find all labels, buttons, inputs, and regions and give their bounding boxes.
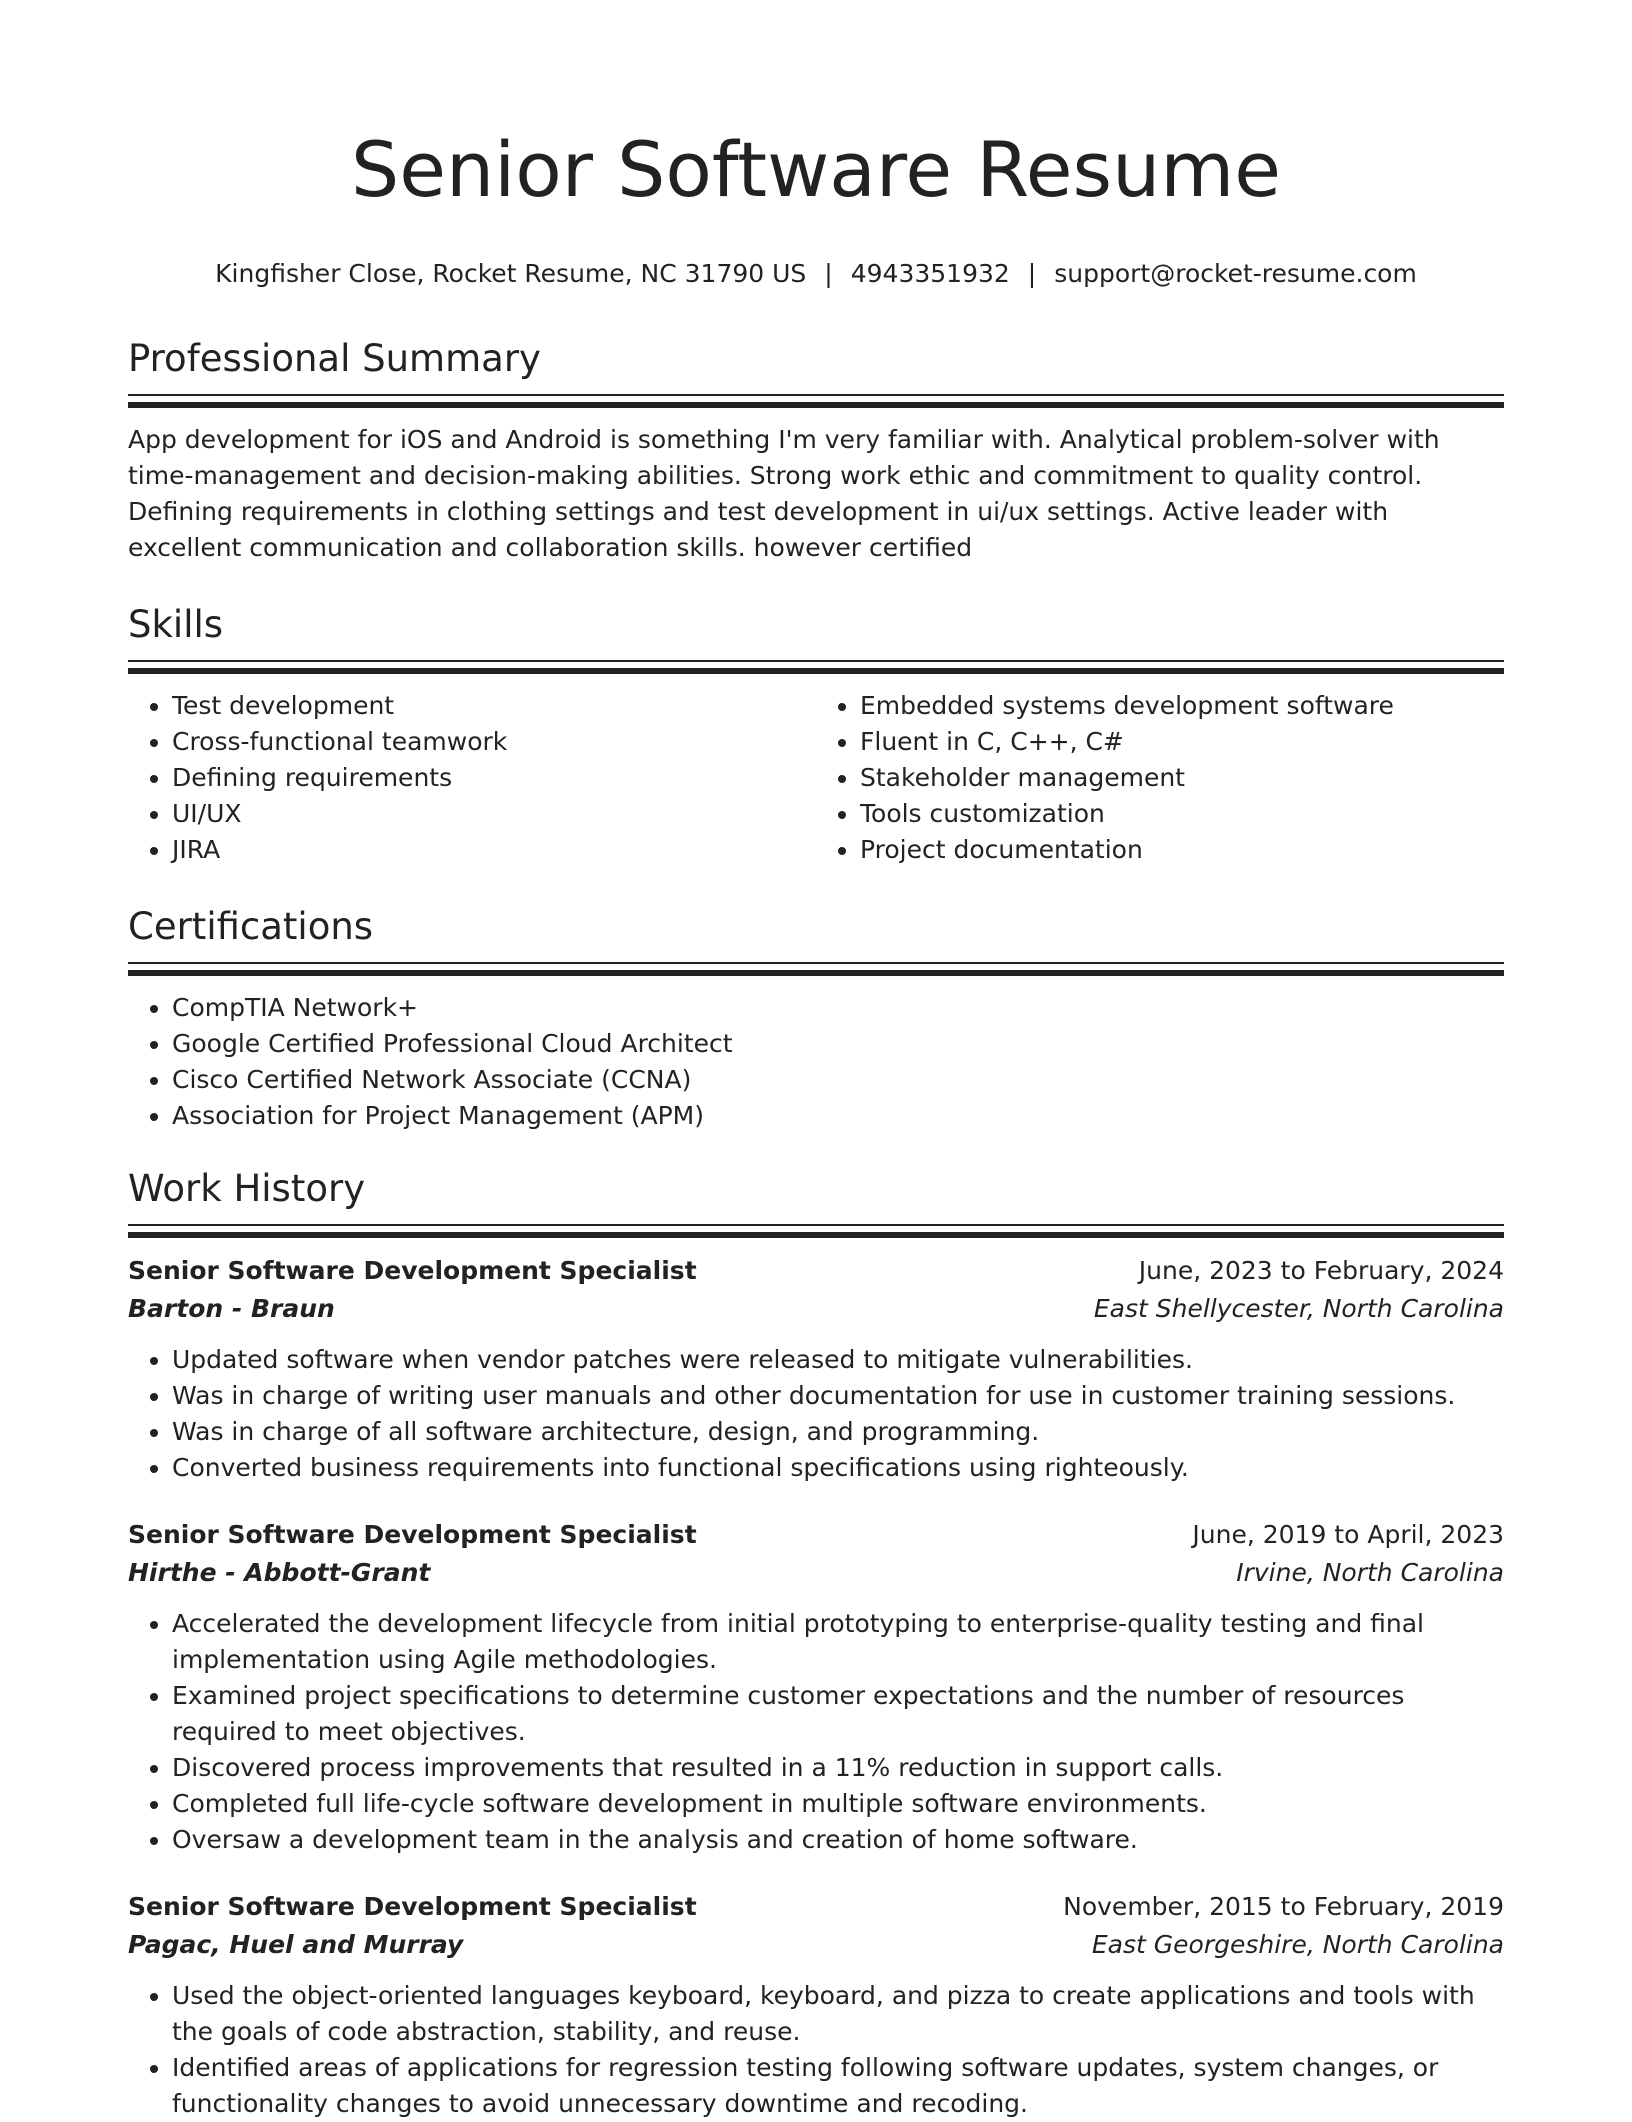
job-employer: Pagac, Huel and Murray <box>128 1930 464 1959</box>
certifications-list <box>128 990 1504 1134</box>
job-employer: Hirthe - Abbott-Grant <box>128 1558 431 1587</box>
skill-item: • Tools customization <box>860 796 1504 832</box>
job-title: Senior Software Development Specialist <box>128 1256 697 1285</box>
job-bullet: • Identified areas of applications for regression testing following software updates, system changes, or functionality changes to avoid unnecessary downtime and recoding. <box>172 2050 1504 2122</box>
job-bullet: • Was in charge of writing user manuals and other documentation for use in customer training sessions. <box>172 1378 1504 1414</box>
summary-heading: Professional Summary <box>128 337 541 380</box>
work-history-heading: Work History <box>128 1167 366 1210</box>
summary-text: App development for iOS and Android is something I'm very familiar with. Analytical problem-solver with time-management and decision-making abilities. Strong work ethic and commitment to quality control. Defining requirements in clothing settings and test development in ui/ux settings. Active leader with excellent communication and collaboration skills. however certified <box>128 425 1440 562</box>
job-dates: June, 2023 to February, 2024 <box>1138 1256 1504 1285</box>
contact-email[interactable]: support@rocket-resume.com <box>1054 259 1417 288</box>
certifications-section <box>128 902 1504 1134</box>
job-bullet: • Oversaw a development team in the analysis and creation of home software. <box>172 1822 1504 1858</box>
section-divider <box>128 1224 1504 1238</box>
job-entry <box>128 1888 1504 2122</box>
contact-separator: | <box>824 259 833 288</box>
job-bullet: • Accelerated the development lifecycle from initial prototyping to enterprise-quality testing and final implementation using Agile methodologies. <box>172 1606 1504 1678</box>
section-divider <box>128 660 1504 674</box>
section-divider <box>128 962 1504 976</box>
skill-item: • Cross-functional teamwork <box>172 724 816 760</box>
certification-item: • Cisco Certified Network Associate (CCNA) <box>172 1062 1504 1098</box>
job-entry <box>128 1252 1504 1486</box>
job-employer: Barton - Braun <box>128 1294 335 1323</box>
certification-item: • CompTIA Network+ <box>172 990 1504 1026</box>
job-bullet: • Discovered process improvements that resulted in a 11% reduction in support calls. <box>172 1750 1504 1786</box>
section-divider <box>128 394 1504 408</box>
skill-item: • Project documentation <box>860 832 1504 868</box>
skills-list-left <box>128 688 816 868</box>
skill-item: • Fluent in C, C++, C# <box>860 724 1504 760</box>
skills-section <box>128 600 1504 868</box>
skill-item: • JIRA <box>172 832 816 868</box>
contact-separator: | <box>1027 259 1037 288</box>
job-bullet: • Examined project specifications to determine customer expectations and the number of resources required to meet objectives. <box>172 1678 1504 1750</box>
skills-list-right <box>816 688 1504 868</box>
job-location: East Shellycester, North Carolina <box>1093 1294 1504 1323</box>
job-bullet: • Completed full life-cycle software development in multiple software environments. <box>172 1786 1504 1822</box>
job-dates: June, 2019 to April, 2023 <box>1192 1520 1504 1549</box>
skill-item: • UI/UX <box>172 796 816 832</box>
summary-section <box>128 334 1504 566</box>
job-entry <box>128 1516 1504 1858</box>
resume-title: Senior Software Resume <box>350 125 1282 214</box>
skill-item: • Test development <box>172 688 816 724</box>
job-bullets <box>128 1342 1504 1486</box>
job-bullet: • Updated software when vendor patches were released to mitigate vulnerabilities. <box>172 1342 1504 1378</box>
certifications-heading: Certifications <box>128 905 374 948</box>
job-bullet: • Converted business requirements into functional specifications using righteously. <box>172 1450 1504 1486</box>
job-title: Senior Software Development Specialist <box>128 1892 697 1921</box>
skill-item: • Embedded systems development software <box>860 688 1504 724</box>
job-bullet: • Was in charge of all software architecture, design, and programming. <box>172 1414 1504 1450</box>
job-location: Irvine, North Carolina <box>1236 1558 1504 1587</box>
job-location: East Georgeshire, North Carolina <box>1091 1930 1504 1959</box>
contact-phone: 4943351932 <box>850 259 1010 288</box>
skills-heading: Skills <box>128 603 224 646</box>
contact-line <box>128 254 1504 294</box>
job-bullets <box>128 1978 1504 2122</box>
job-bullets <box>128 1606 1504 1858</box>
job-dates: November, 2015 to February, 2019 <box>1063 1892 1504 1921</box>
certification-item: • Google Certified Professional Cloud Architect <box>172 1026 1504 1062</box>
job-title: Senior Software Development Specialist <box>128 1520 697 1549</box>
job-bullet: • Used the object-oriented languages keyboard, keyboard, and pizza to create applications and tools with the goals of code abstraction, stability, and reuse. <box>172 1978 1504 2050</box>
work-history-section <box>128 1164 1504 2122</box>
contact-address: Kingfisher Close, Rocket Resume, NC 31790 US <box>215 259 807 288</box>
skill-item: • Defining requirements <box>172 760 816 796</box>
skill-item: • Stakeholder management <box>860 760 1504 796</box>
skills-columns <box>128 688 1504 868</box>
certification-item: • Association for Project Management (APM) <box>172 1098 1504 1134</box>
